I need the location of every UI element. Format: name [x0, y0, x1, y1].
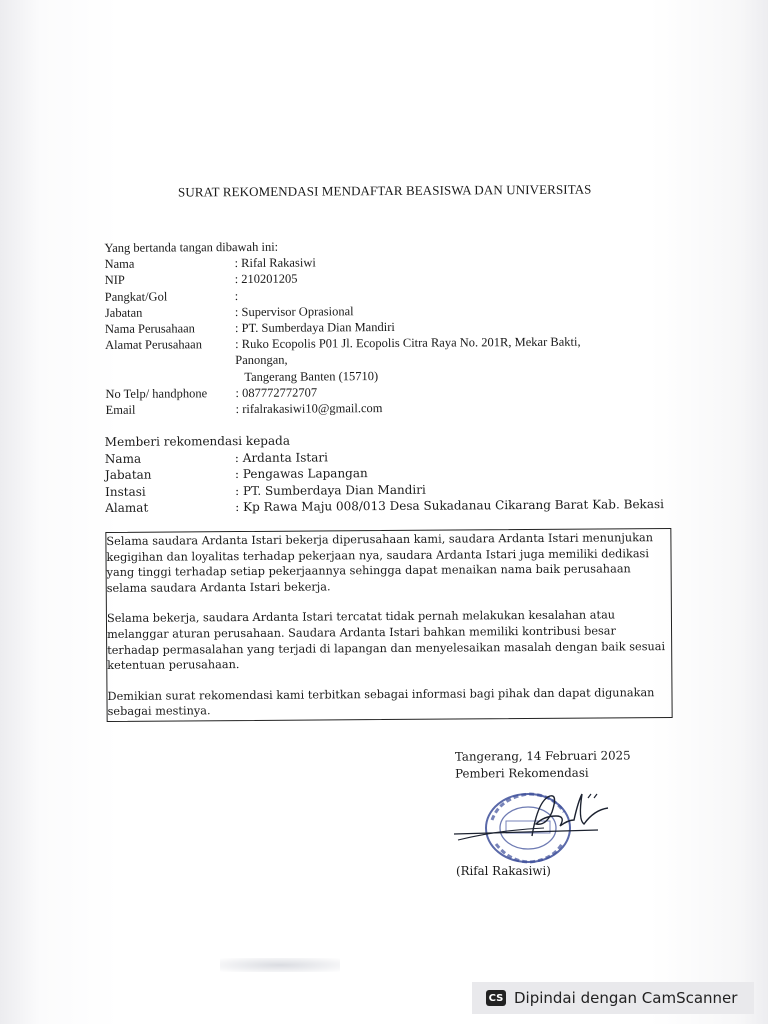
paragraph-3: Demikian surat rekomendasi kami terbitkan sebagai informasi bagi pihak dan dapat digunakan sebagai mestinya. [107, 685, 655, 719]
recipient-section [105, 430, 666, 516]
signer-row [106, 398, 666, 418]
camscanner-icon: CS [486, 990, 506, 1006]
paragraph-1: Selama saudara Ardanta Istari bekerja diperusahaan kami, saudara Ardanta Istari menunjukan kegigihan dan loyalitas terhadap pekerjaan nya, saudara Ardanta Istari juga memiliki dedikasi yang tinggi terhadap setiap pekerjaannya sehingga dapat menaikan nama baik perusahaan selama saudara Ardanta Istari bekerja. [106, 531, 654, 595]
field-label: Instasi [105, 484, 146, 499]
field-value: : Pengawas Lapangan [234, 466, 368, 482]
recipient-row [105, 496, 665, 516]
field-label: No Telp/ handphone [105, 386, 208, 401]
field-label: Nama [104, 256, 135, 272]
field-label: Email [105, 402, 136, 417]
field-value: : Ruko Ecopolis P01 Jl. Ecopolis Citra Raya No. 201R, Mekar Bakti, Panongan, [235, 334, 581, 368]
field-label: Nama [104, 451, 142, 466]
place-date: Tangerang, 14 Februari 2025 [454, 748, 631, 764]
field-label: Alamat [105, 500, 149, 515]
field-value: : Kp Rawa Maju 008/013 Desa Sukadanau Cikarang Barat Kab. Bekasi [235, 497, 664, 515]
field-value: : 087772772707 [235, 385, 318, 400]
signer-row [105, 333, 665, 369]
field-label: Jabatan [104, 467, 152, 482]
signer-role: Pemberi Rekomendasi [455, 765, 589, 781]
field-label: Nama Perusahaan [104, 321, 195, 336]
company-stamp-signature [448, 780, 618, 870]
field-value: : Ardanta Istari [234, 449, 329, 465]
signer-section [104, 236, 665, 418]
field-label: NIP [104, 273, 125, 288]
field-value: : [234, 288, 239, 303]
recommendation-box [105, 528, 672, 722]
field-label: Jabatan [104, 305, 143, 320]
closing-block [455, 747, 631, 782]
camscanner-badge [472, 982, 754, 1014]
paragraph-2: Selama bekerja, saudara Ardanta Istari tercatat tidak pernah melakukan kesalahan atau melanggar aturan perusahaan. Saudara Ardanta Istari bahkan memiliki kontribusi besar terhadap permasalahan yang terjadi di lapangan dan menyelesaikan masalah dengan baik sesuai ketentuan perusahaan. [106, 608, 666, 673]
field-value: : PT. Sumberdaya Dian Mandiri [235, 482, 426, 498]
email-value: : rifalrakasiwi10@gmail.com [235, 401, 383, 417]
field-value: : Rifal Rakasiwi [234, 255, 316, 271]
field-label: Alamat Perusahaan [105, 337, 203, 353]
field-value: : PT. Sumberdaya Dian Mandiri [234, 319, 395, 336]
signer-name: (Rifal Rakasiwi) [456, 864, 551, 878]
field-value-continued: Tangerang Banten (15710) [244, 368, 379, 384]
field-value: : Supervisor Oprasional [234, 304, 354, 319]
scan-smudge [220, 958, 340, 972]
letter-title: SURAT REKOMENDASI MENDAFTAR BEASISWA DAN UNIVERSITAS [177, 181, 592, 200]
recipient-intro: Memberi rekomendasi kepada [104, 433, 291, 449]
field-label: Pangkat/Gol [104, 289, 168, 304]
signer-intro: Yang bertanda tangan dibawah ini: [104, 239, 279, 255]
stamp-icon [486, 794, 570, 862]
field-value: : 210201205 [234, 272, 298, 287]
camscanner-label: Dipindai dengan CamScanner [514, 989, 738, 1007]
